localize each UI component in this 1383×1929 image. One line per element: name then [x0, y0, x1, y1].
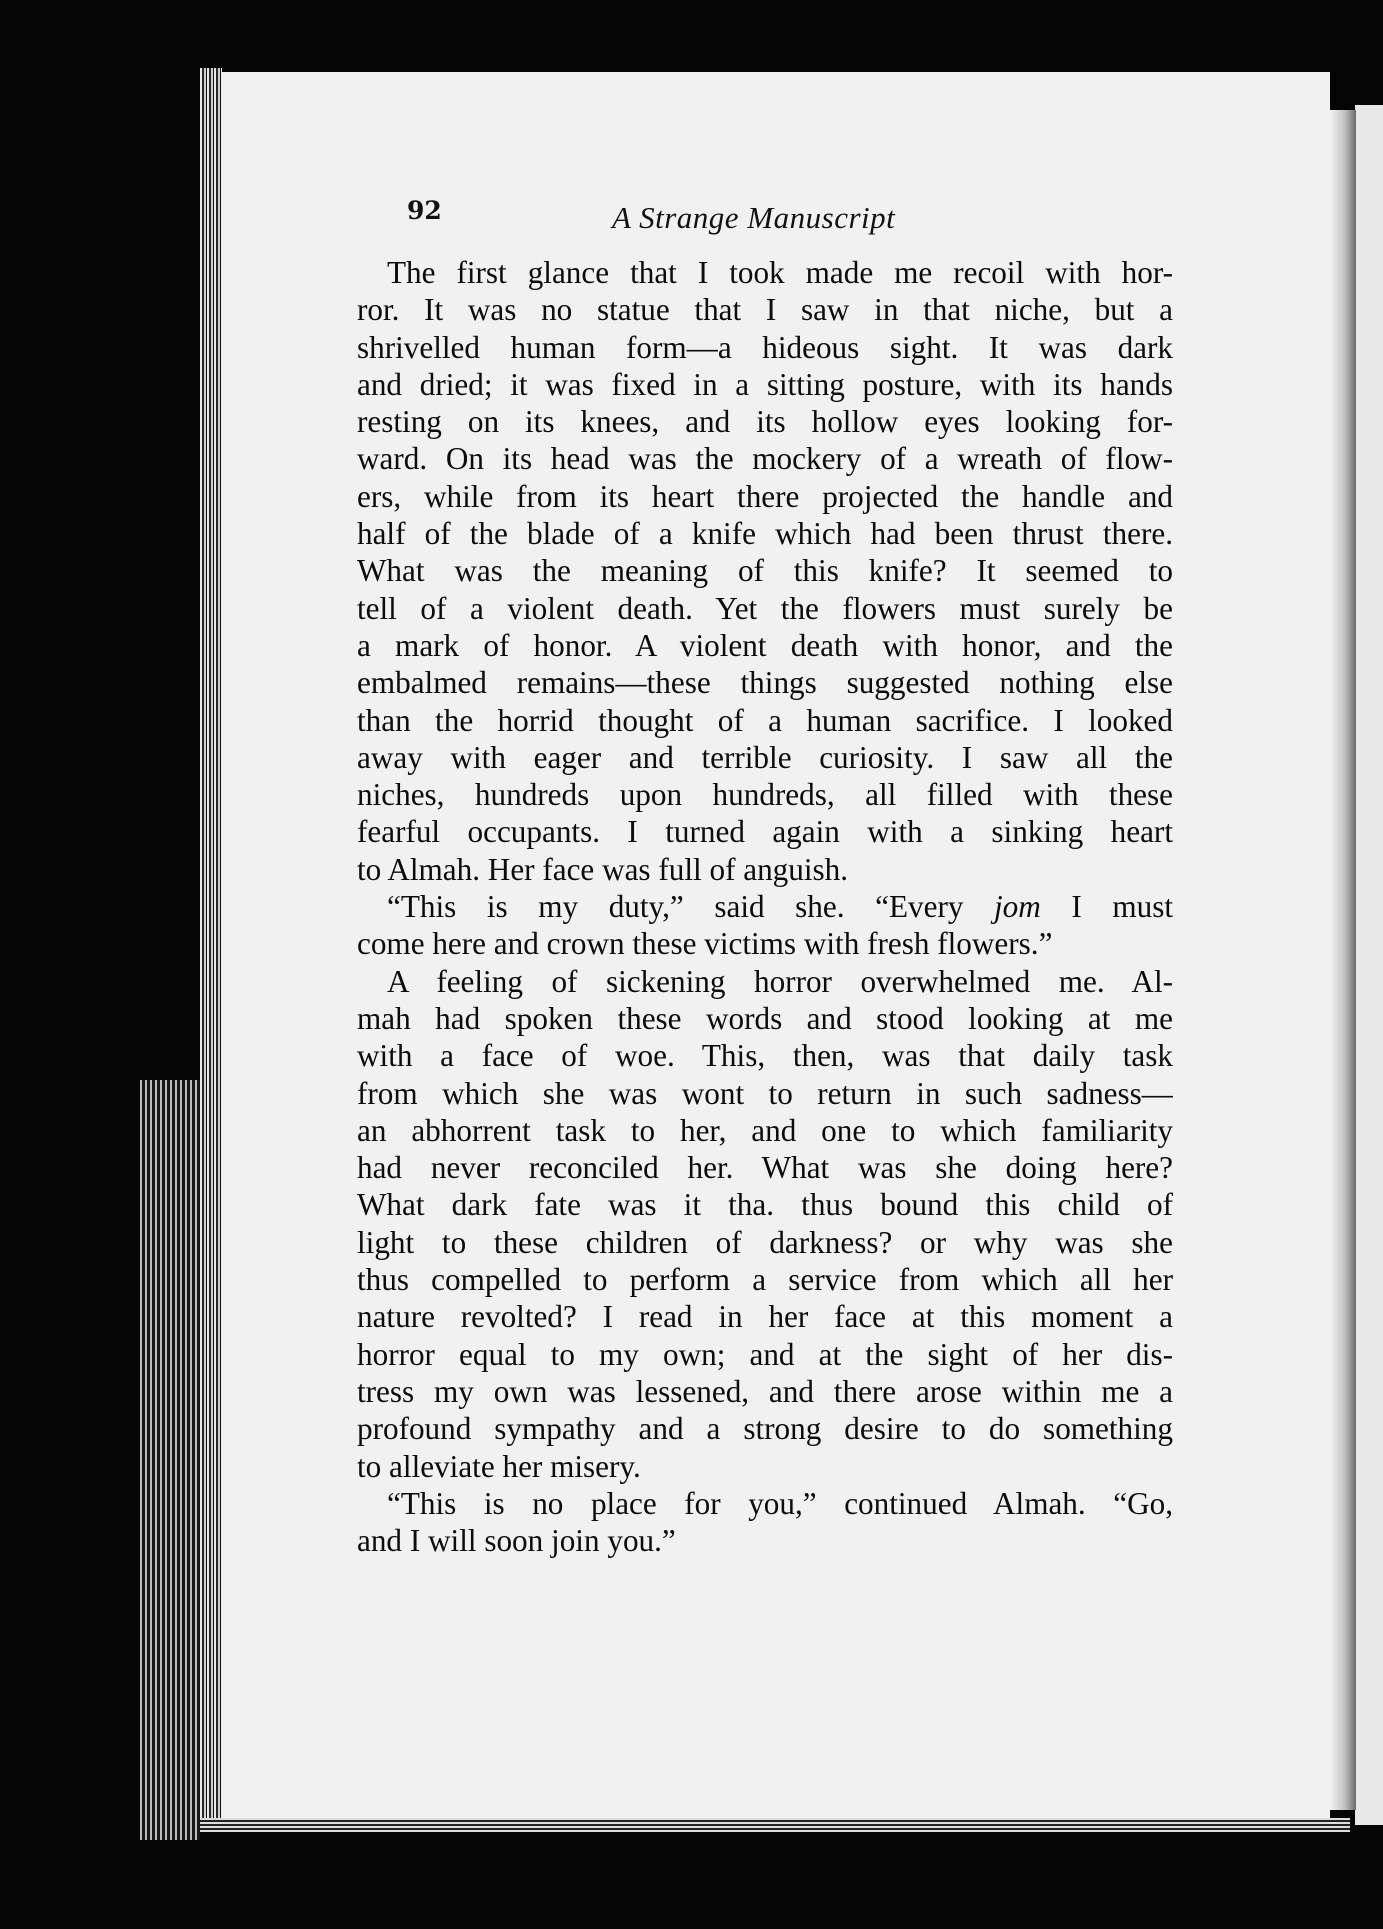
running-head: A Strange Manuscript: [612, 200, 896, 235]
text-line: mah had spoken these words and stood looking at me: [357, 1000, 1173, 1036]
text-line: embalmed remains—these things suggested nothing else: [357, 665, 1173, 701]
page-edges-left-lower: [140, 1080, 200, 1840]
text-line: ror. It was no statue that I saw in that niche, but a: [357, 292, 1173, 328]
text-run: “This is my duty,” said she. “Every: [387, 889, 995, 925]
text-line: [357, 888, 1173, 925]
italic-word: jom: [994, 889, 1041, 925]
text-line: than the horrid thought of a human sacrifice. I looked: [357, 702, 1173, 738]
page-edges-left: [200, 68, 222, 1823]
text-line: with a face of woe. This, then, was that daily task: [357, 1038, 1173, 1074]
text-line: shrivelled human form—a hideous sight. It was dark: [357, 329, 1173, 365]
text-line: from which she was wont to return in such sadness—: [357, 1075, 1173, 1111]
text-line: tress my own was lessened, and there arose within me a: [357, 1373, 1173, 1409]
text-line: What dark fate was it tha. thus bound this child of: [357, 1187, 1173, 1223]
page-number: 92: [407, 196, 442, 225]
text-line: profound sympathy and a strong desire to do something: [357, 1411, 1173, 1447]
text-line: half of the blade of a knife which had been thrust there.: [357, 516, 1173, 552]
text-line: a mark of honor. A violent death with honor, and the: [357, 627, 1173, 663]
text-line: thus compelled to perform a service from which all her: [357, 1262, 1173, 1298]
text-line: fearful occupants. I turned again with a sinking heart: [357, 814, 1173, 850]
text-run: I must: [1040, 889, 1173, 925]
text-line: to alleviate her misery.: [357, 1448, 641, 1484]
text-line: ward. On its head was the mockery of a wreath of flow-: [357, 441, 1173, 477]
text-line: horror equal to my own; and at the sight of her dis-: [357, 1336, 1173, 1372]
text-line: an abhorrent task to her, and one to which familiarity: [357, 1112, 1173, 1148]
facing-page-edge: [1355, 105, 1383, 1825]
text-line: What was the meaning of this knife? It seemed to: [357, 553, 1173, 589]
text-line: tell of a violent death. Yet the flowers must surely be: [357, 590, 1173, 626]
text-line: away with eager and terrible curiosity. I saw all the: [357, 739, 1173, 775]
text-line: A feeling of sickening horror overwhelmed me. Al-: [387, 963, 1173, 999]
text-line: to Almah. Her face was full of anguish.: [357, 851, 849, 887]
text-line: “This is no place for you,” continued Almah. “Go,: [387, 1485, 1173, 1521]
text-line: niches, hundreds upon hundreds, all filled with these: [357, 777, 1173, 813]
text-line: and I will soon join you.”: [357, 1523, 676, 1559]
text-line: The first glance that I took made me recoil with hor-: [387, 255, 1173, 290]
text-line: and dried; it was fixed in a sitting posture, with its hands: [357, 366, 1173, 402]
page-gutter-shadow: [1330, 110, 1356, 1810]
text-line: resting on its knees, and its hollow eyes looking for-: [357, 404, 1173, 440]
page-edges-bottom: [200, 1818, 1350, 1832]
page-header: [407, 196, 1027, 240]
text-line: light to these children of darkness? or why was she: [357, 1224, 1173, 1260]
body-text: [357, 254, 1173, 1559]
text-line: had never reconciled her. What was she doing here?: [357, 1150, 1173, 1186]
text-line: ers, while from its heart there projected the handle and: [357, 478, 1173, 514]
text-line: nature revolted? I read in her face at this moment a: [357, 1299, 1173, 1335]
text-line: come here and crown these victims with fresh flowers.”: [357, 926, 1053, 962]
